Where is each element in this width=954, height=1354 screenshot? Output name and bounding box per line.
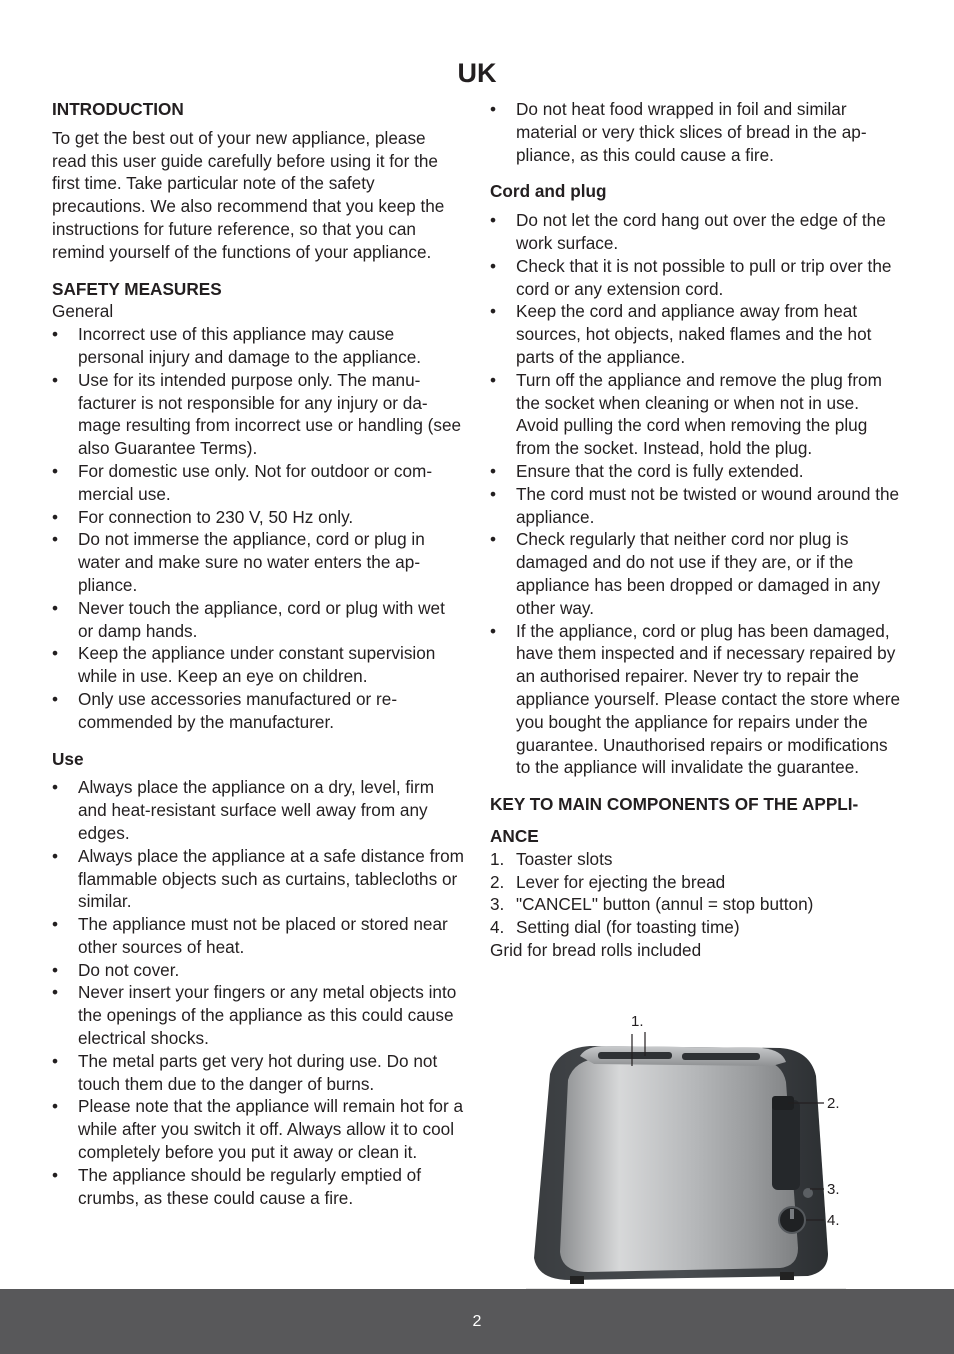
list-item: • Check that it is not possible to pull or trip over the cord or any extension cord.	[490, 255, 902, 301]
component-number: 4.	[490, 917, 505, 938]
list-item: • Never insert your fingers or any metal objects into the openings of the appliance as this could cause electrical shocks.	[52, 981, 464, 1049]
component-number: 3.	[490, 894, 505, 915]
page-title: UK	[457, 58, 497, 88]
component-item	[490, 871, 902, 894]
list-item: • Use for its intended purpose only. The manufacturer is not responsible for any injury or damage resulting from incorrect use or handling (see also Guarantee Terms).	[52, 369, 464, 460]
list-item: • For domestic use only. Not for outdoor or commercial use.	[52, 460, 464, 506]
list-item: • Keep the appliance under constant supervision while in use. Keep an eye on children.	[52, 642, 464, 688]
list-item: • Only use accessories manufactured or recommended by the manufacturer.	[52, 688, 464, 734]
list-item: • Always place the appliance on a dry, level, firm and heat-resistant surface well away from any edges.	[52, 776, 464, 844]
safety-heading: SAFETY MEASURES	[52, 278, 222, 299]
list-item: • Check regularly that neither cord nor plug is damaged and do not use if they are, or if the appliance has been dropped or damaged in any other way.	[490, 528, 902, 619]
list-item: • Do not cover.	[52, 959, 464, 982]
list-item: • The appliance must not be placed or stored near other sources of heat.	[52, 913, 464, 959]
callout-label: 3.	[827, 1181, 840, 1198]
component-label: "CANCEL" button (annul = stop button)	[516, 894, 814, 915]
toaster-body	[526, 1046, 846, 1289]
list-item: • Please note that the appliance will remain hot for a while after you switch it off. Always allow it to cool completely before you put it away or clean it.	[52, 1095, 464, 1163]
use-list	[52, 776, 464, 1209]
use-list-continued	[490, 98, 902, 166]
list-item: • Keep the cord and appliance away from heat sources, hot objects, naked flames and the hot parts of the appliance.	[490, 300, 902, 368]
list-item: • If the appliance, cord or plug has been damaged, have them inspected and if necessary repaired by an authorised repairer. Never try to repair the appliance yourself. Please contact the store where you bought the appliance for repairs under the guarantee. Unauthorised repairs or modifications to the appliance will invalidate the guarantee.	[490, 620, 902, 780]
components-list	[490, 848, 902, 939]
component-number: 2.	[490, 871, 505, 892]
component-item	[490, 916, 902, 939]
list-item: • For connection to 230 V, 50 Hz only.	[52, 506, 464, 529]
list-item: • The cord must not be twisted or wound around the appliance.	[490, 483, 902, 529]
component-item	[490, 848, 902, 871]
cord-list	[490, 209, 902, 779]
component-number: 1.	[490, 848, 505, 869]
safety-subheading: General	[52, 301, 114, 322]
list-item: • Do not heat food wrapped in foil and similar material or very thick slices of bread in the appliance, as this could cause a fire.	[490, 98, 902, 166]
callout-label: 4.	[827, 1212, 840, 1229]
list-item: • Do not immerse the appliance, cord or plug in water and make sure no water enters the appliance.	[52, 528, 464, 596]
callout-label: 1.	[631, 1013, 644, 1030]
general-list	[52, 323, 464, 733]
component-label: Setting dial (for toasting time)	[516, 917, 740, 938]
use-heading: Use	[52, 748, 84, 769]
key-note: Grid for bread rolls included	[490, 939, 702, 960]
right-column	[490, 98, 902, 962]
page-number: 2	[472, 1312, 482, 1330]
component-label: Toaster slots	[516, 848, 613, 869]
toaster-slot-icon	[598, 1052, 672, 1059]
component-item	[490, 893, 902, 916]
intro-heading: INTRODUCTION	[52, 99, 184, 119]
toaster-slot-icon	[682, 1053, 760, 1060]
list-item: • Turn off the appliance and remove the plug from the socket when cleaning or when not in use. Avoid pulling the cord when removing the plug from the socket. Instead, hold the plug.	[490, 369, 902, 460]
footer-bar	[0, 1289, 954, 1354]
component-label: Lever for ejecting the bread	[516, 871, 726, 892]
key-heading-line2: ANCE	[490, 825, 539, 846]
list-item: • Never touch the appliance, cord or plug with wet or damp hands.	[52, 597, 464, 643]
list-item: • The appliance should be regularly emptied of crumbs, as these could cause a fire.	[52, 1164, 464, 1210]
callout-label: 2.	[827, 1095, 840, 1112]
left-column	[52, 98, 464, 1209]
toaster-illustration	[510, 1004, 850, 1290]
list-item: • The metal parts get very hot during use. Do not touch them due to the danger of burns.	[52, 1050, 464, 1096]
list-item: • Ensure that the cord is fully extended.	[490, 460, 902, 483]
cord-heading: Cord and plug	[490, 181, 607, 202]
list-item: • Do not let the cord hang out over the edge of the work surface.	[490, 209, 902, 255]
key-heading-line1: KEY TO MAIN COMPONENTS OF THE APPLI-	[490, 794, 859, 815]
intro-text: To get the best out of your new appliance, please read this user guide carefully before using it for the first time. Take particular note of the safety precautions. We also recommend that you keep the instructions for future reference, so that you can remind yourself of the functions of your appliance.	[52, 127, 445, 262]
list-item: • Incorrect use of this appliance may cause personal injury and damage to the appliance.	[52, 323, 464, 369]
list-item: • Always place the appliance at a safe distance from flammable objects such as curtains, tablecloths or similar.	[52, 845, 464, 913]
